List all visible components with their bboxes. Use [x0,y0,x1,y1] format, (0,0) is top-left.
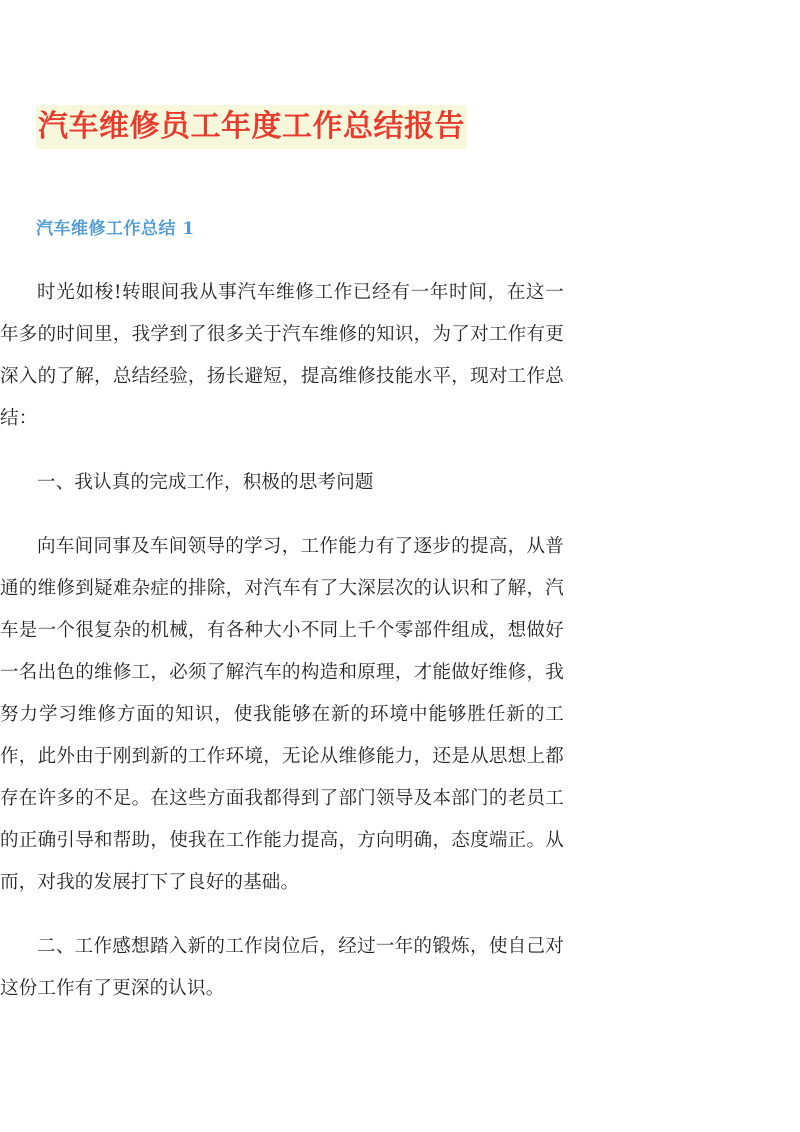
paragraph-1: 时光如梭!转眼间我从事汽车维修工作已经有一年时间，在这一年多的时间里，我学到了很多关于汽车维修的知识，为了对工作有更深入的了解，总结经验，扬长避短，提高维修技能水平，现对工作总结： [0,282,564,429]
section-heading: 汽车维修工作总结 1 [36,219,195,239]
paragraph-2: 一、我认真的完成工作，积极的思考问题 [37,472,374,493]
paragraph-4: 二、工作感想踏入新的工作岗位后，经过一年的锻炼，使自己对这份工作有了更深的认识。 [0,936,564,999]
page-title-text: 汽车维修员工年度工作总结报告 [36,105,467,149]
page-title [36,100,536,154]
paragraph-3: 向车间同事及车间领导的学习，工作能力有了逐步的提高，从普通的维修到疑难杂症的排除，对汽车有了大深层次的认识和了解，汽车是一个很复杂的机械，有各种大小不同上千个零部件组成，想做好一名出色的维修工，必须了解汽车的构造和原理，才能做好维修，我努力学习维修方面的知识，使我能够在新的环境中能够胜任新的工作，此外由于刚到新的工作环境，无论从维修能力，还是从思想上都存在许多的不足。在这些方面我都得到了部门领导及本部门的老员工的正确引导和帮助，使我在工作能力提高，方向明确，态度端正。从而，对我的发展打下了良好的基础。 [0,536,564,893]
document-content [0,272,564,1010]
